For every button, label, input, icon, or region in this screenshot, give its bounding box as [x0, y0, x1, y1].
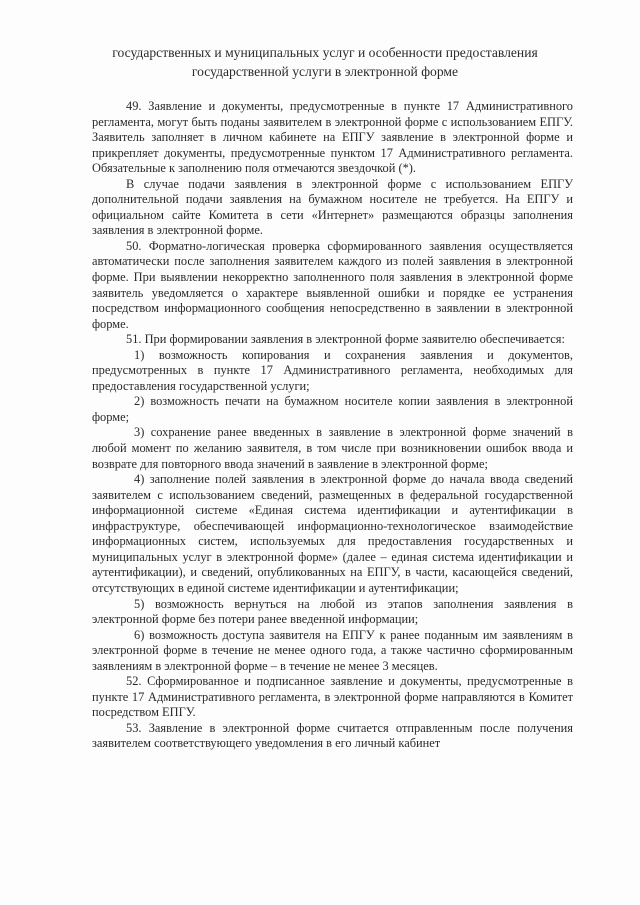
paragraph-49-continued: В случае подачи заявления в электронной форме с использованием ЕПГУ дополнительной подачи заявления на бумажном носителе не требуется. На ЕПГУ и официальном сайте Комитета в сети «Интернет» размещаются образцы заполнения заявления в электронной форме.: [92, 176, 573, 238]
paragraph-50: 50. Форматно-логическая проверка сформированного заявления осуществляется автоматически после заполнения заявителем каждого из полей заявления в электронной форме. При выявлении некорректно заполненного поля заявления в электронной форме заявитель уведомляется о характере выявленной ошибки и порядке ее устранения посредством информационного сообщения непосредственно в заявлении в электронной форме.: [92, 238, 573, 331]
list-item-4: 4) заполнение полей заявления в электронной форме до начала ввода сведений заявителем с использованием сведений, размещенных в федеральной государственной информационной системе «Единая система идентификации и аутентификации в инфраструктуре, обеспечивающей информационно-технологическое взаимодействие информационных систем, используемых для предоставления государственных и муниципальных услуг в электронной форме» (далее – единая система идентификации и аутентификации), и сведений, опубликованных на ЕПГУ, в части, касающейся сведений, отсутствующих в единой системе идентификации и аутентификации;: [92, 472, 573, 595]
list-item-5: 5) возможность вернуться на любой из этапов заполнения заявления в электронной форме без потери ранее введенной информации;: [92, 596, 573, 627]
list-item-6: 6) возможность доступа заявителя на ЕПГУ к ранее поданным им заявлениям в электронной форме в течение не менее одного года, а также частично сформированным заявлениям в электронной форме – в течение не менее 3 месяцев.: [92, 627, 573, 673]
list-item-3: 3) сохранение ранее введенных в заявление в электронной форме значений в любой момент по желанию заявителя, в том числе при возникновении ошибок ввода и возврате для повторного ввода значений в заявление в электронной форме;: [92, 425, 573, 471]
list-item-2: 2) возможность печати на бумажном носителе копии заявления в электронной форме;: [92, 394, 573, 424]
paragraph-51: 51. При формировании заявления в электронной форме заявителю обеспечивается:: [126, 332, 565, 347]
paragraph-52: 52. Сформированное и подписанное заявление и документы, предусмотренные в пункте 17 Административного регламента, в электронной форме направляются в Комитет посредством ЕПГУ.: [92, 674, 573, 720]
section-heading: [100, 43, 550, 81]
paragraph-49: 49. Заявление и документы, предусмотренные в пункте 17 Административного регламента, могут быть поданы заявителем в электронной форме с использованием ЕПГУ. Заявитель заполняет в личном кабинете на ЕПГУ заявление в электронной форме и прикрепляет документы, предусмотренные пунктом 17 Административного регламента. Обязательные к заполнению поля отмечаются звездочкой (*).: [92, 99, 573, 176]
heading-line-2: государственной услуги в электронной форме: [191, 64, 459, 79]
list-item-1: 1) возможность копирования и сохранения заявления и документов, предусмотренных в пункте 17 Административного регламента, необходимых для предоставления государственной услуги;: [92, 347, 573, 393]
heading-line-1: государственных и муниципальных услуг и особенности предоставления: [112, 45, 538, 60]
paragraph-53: 53. Заявление в электронной форме считается отправленным после получения заявителем соответствующего уведомления в его личный кабинет: [92, 720, 573, 751]
document-body: [92, 99, 573, 752]
